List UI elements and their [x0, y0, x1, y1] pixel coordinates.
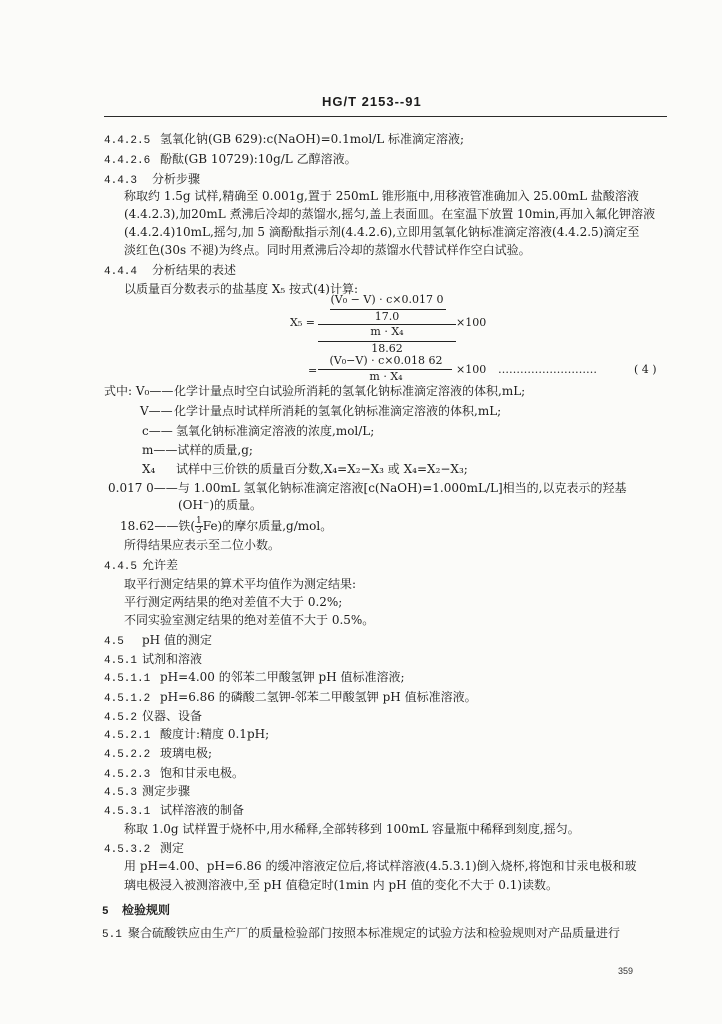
paragraph-line	[124, 537, 280, 553]
clause-line	[104, 151, 357, 169]
clause-line	[104, 557, 178, 575]
variable-description: 氢氧化钠标准滴定溶液的浓度,mol/L;	[176, 424, 375, 438]
variable-definition	[108, 480, 627, 496]
clause-number: 4.5.3	[104, 787, 138, 799]
clause-number: 4.5.2.1	[104, 730, 151, 742]
clause-text: 所得结果应表示至二位小数。	[124, 538, 281, 552]
clause-text: 以质量百分数表示的盐基度 X₅ 按式(4)计算:	[124, 282, 359, 296]
variable-symbol: 式中: V₀——	[104, 384, 174, 398]
clause-number: 4.5.1.2	[104, 693, 151, 705]
variable-definition	[178, 497, 262, 513]
fraction-denominator: 3	[196, 526, 202, 536]
clause-text: 测定	[160, 841, 185, 855]
clause-text: 分析步骤	[152, 172, 201, 186]
clause-number: 4.5.1	[104, 655, 138, 667]
clause-text: (4.4.2.3),加20mL 煮沸后冷却的蒸馏水,摇匀,盖上表面皿。在室温下放置 10min,再加入氟化钾溶液	[124, 207, 656, 221]
paragraph-line	[124, 821, 580, 837]
variable-definition	[120, 517, 332, 536]
clause-number: 5	[102, 906, 109, 918]
clause-text: 称取 1.0g 试样置于烧杯中,用水稀释,全部转移到 100mL 容量瓶中稀释到刻度,摇匀。	[124, 822, 580, 836]
variable-description: Fe)的摩尔质量,g/mol。	[202, 519, 333, 533]
clause-line	[104, 632, 212, 650]
clause-line	[104, 669, 405, 687]
variable-definition	[142, 423, 374, 439]
formula-denominator-2: m · X₄	[369, 370, 403, 383]
clause-text: 不同实验室测定结果的绝对差值不大于 0.5%。	[124, 613, 375, 627]
clause-text: pH=6.86 的磷酸二氢钾-邻苯二甲酸氢钾 pH 值标准溶液。	[160, 690, 477, 704]
clause-text: 检验规则	[122, 903, 171, 917]
variable-definition	[142, 461, 468, 477]
variable-symbol: X₄	[142, 462, 156, 476]
formula-leader-dots: ………………………	[498, 363, 597, 376]
clause-text: 取平行测定结果的算术平均值作为测定结果:	[124, 577, 357, 591]
formula-top-numerator: (V₀ − V) · c×0.017 0	[330, 293, 444, 306]
clause-line	[102, 902, 170, 920]
variable-description: 试样的质量,g;	[177, 443, 253, 457]
clause-number: 4.4.2.5	[104, 135, 151, 147]
clause-number: 4.5.2.2	[104, 749, 151, 761]
clause-line	[104, 171, 200, 189]
variable-definition	[104, 383, 525, 399]
variable-symbol: V——	[140, 404, 173, 418]
variable-description: 铁(	[178, 519, 196, 533]
paragraph-line	[124, 206, 655, 222]
clause-text: 分析结果的表述	[152, 263, 237, 277]
clause-line	[104, 802, 244, 820]
clause-line	[104, 708, 202, 726]
clause-number: 4.5.1.1	[104, 673, 151, 685]
clause-number: 4.4.3	[104, 175, 138, 187]
paragraph-line	[124, 877, 558, 893]
clause-text: 试剂和溶液	[142, 652, 203, 666]
clause-text: 酚酞(GB 10729):10g/L 乙醇溶液。	[160, 152, 357, 166]
formula-top-denominator: m · X₄	[370, 325, 404, 338]
paragraph-line	[124, 281, 358, 297]
clause-text: pH=4.00 的邻苯二甲酸氢钾 pH 值标准溶液;	[160, 670, 405, 684]
paragraph-line	[124, 858, 636, 874]
clause-number: 4.4.5	[104, 561, 138, 573]
clause-number: 4.5.2	[104, 712, 138, 724]
formula-mid-denominator: 18.62	[371, 342, 403, 355]
clause-line	[102, 925, 620, 943]
header-rule	[104, 116, 667, 117]
clause-text: 氢氧化钠(GB 629):c(NaOH)=0.1mol/L 标准滴定溶液;	[160, 132, 465, 146]
paragraph-line	[124, 576, 356, 592]
clause-number: 4.5	[104, 636, 124, 648]
clause-text: 酸度计:精度 0.1pH;	[160, 727, 270, 741]
formula-times-100-2: ×100	[456, 363, 487, 376]
fraction-numerator: 1	[196, 516, 202, 526]
variable-description: 与 1.00mL 氢氧化钠标准滴定溶液[c(NaOH)=1.000mL/L]相当的,以克表示的羟基	[177, 481, 627, 495]
clause-text: pH 值的测定	[142, 633, 212, 647]
clause-line	[104, 783, 190, 801]
clause-text: 称取约 1.5g 试样,精确至 0.001g,置于 250mL 锥形瓶中,用移液管准确加入 25.00mL 盐酸溶液	[124, 189, 639, 203]
clause-line	[104, 131, 464, 149]
clause-text: 用 pH=4.00、pH=6.86 的缓冲溶液定位后,将试样溶液(4.5.3.1)倒入烧杯,将饱和甘汞电极和玻	[124, 859, 637, 873]
clause-line	[104, 765, 244, 783]
clause-text: 璃电极浸入被测溶液中,至 pH 值稳定时(1min 内 pH 值的变化不大于 0.1)读数。	[124, 878, 559, 892]
clause-number: 4.4.4	[104, 266, 138, 278]
clause-text: 允许差	[142, 558, 179, 572]
clause-number: 4.5.3.1	[104, 806, 151, 818]
variable-description: 化学计量点时空白试验所消耗的氢氧化钠标准滴定溶液的体积,mL;	[174, 384, 526, 398]
clause-number: 4.5.3.2	[104, 844, 151, 856]
paragraph-line	[124, 224, 639, 240]
clause-text: 淡红色(30s 不褪)为终点。同时用煮沸后冷却的蒸馏水代替试样作空白试验。	[124, 243, 531, 257]
formula-lhs: X₅ =	[290, 316, 315, 329]
page-number: 359	[618, 966, 634, 976]
clause-number: 4.5.2.3	[104, 769, 151, 781]
variable-description: (OH⁻)的质量。	[178, 498, 263, 512]
variable-definition	[142, 442, 253, 458]
paragraph-line	[124, 594, 342, 610]
clause-line	[104, 651, 202, 669]
clause-line	[104, 726, 269, 744]
variable-symbol: 0.017 0——	[108, 481, 178, 495]
clause-text: (4.4.2.4)10mL,摇匀,加 5 滴酚酞指示剂(4.4.2.6),立即用氢氧化钠标准滴定溶液(4.4.2.5)滴定至	[124, 225, 640, 239]
clause-text: 饱和甘汞电极。	[160, 766, 245, 780]
variable-symbol: c——	[142, 424, 173, 438]
clause-line	[104, 262, 236, 280]
variable-description: 试样中三价铁的质量百分数,X₄=X₂−X₃ 或 X₄=X₂−X₃;	[176, 462, 468, 476]
standard-number: HG/T 2153--91	[322, 94, 422, 109]
fraction-one-third	[195, 517, 203, 536]
variable-symbol: m——	[142, 443, 178, 457]
paragraph-line	[124, 612, 374, 628]
clause-line	[104, 745, 212, 763]
formula-times-100: ×100	[456, 316, 487, 329]
clause-line	[104, 689, 477, 707]
variable-definition	[140, 403, 501, 419]
clause-number: 5.1	[102, 929, 122, 941]
formula-top-inner-denominator: 17.0	[374, 310, 400, 323]
clause-text: 仪器、设备	[142, 709, 203, 723]
paragraph-line	[124, 188, 639, 204]
equation-number: ( 4 )	[634, 363, 657, 376]
formula-equals: =	[308, 364, 318, 377]
clause-line	[104, 840, 184, 858]
formula-numerator-2: (V₀−V) · c×0.018 62	[329, 354, 443, 367]
clause-text: 聚合硫酸铁应由生产厂的质量检验部门按照本标准规定的试验方法和检验规则对产品质量进行	[128, 926, 621, 940]
clause-text: 玻璃电极;	[160, 746, 213, 760]
clause-text: 试样溶液的制备	[160, 803, 245, 817]
paragraph-line	[124, 242, 531, 258]
clause-number: 4.4.2.6	[104, 155, 151, 167]
variable-symbol: 18.62——	[120, 519, 179, 533]
variable-description: 化学计量点时试样所消耗的氢氧化钠标准滴定溶液的体积,mL;	[174, 404, 502, 418]
clause-text: 平行测定两结果的绝对差值不大于 0.2%;	[124, 595, 343, 609]
clause-text: 测定步骤	[142, 784, 191, 798]
